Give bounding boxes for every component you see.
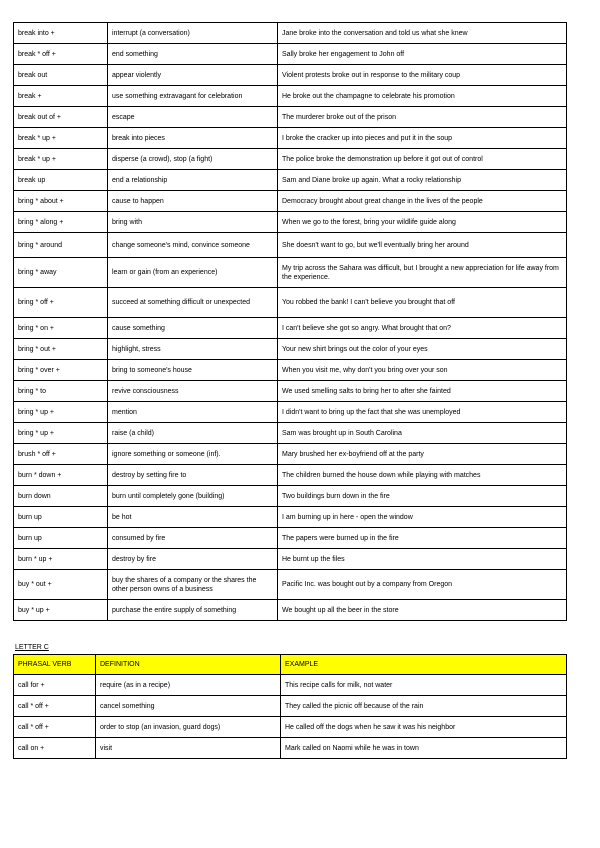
definition-cell: order to stop (an invasion, guard dogs) [96,717,281,738]
table-row [14,360,567,381]
definition-cell: buy the shares of a company or the shares the other person owns of a business [108,570,278,600]
phrasal-verb-cell: bring * about + [14,191,108,212]
table-row [14,288,567,318]
definition-cell: mention [108,402,278,423]
definition-cell: require (as in a recipe) [96,675,281,696]
example-cell: When we go to the forest, bring your wildlife guide along [278,212,567,233]
definition-cell: highlight, stress [108,339,278,360]
table-row [14,549,567,570]
definition-cell: appear violently [108,65,278,86]
example-cell: He broke out the champagne to celebrate his promotion [278,86,567,107]
table-row [14,318,567,339]
definition-cell: break into pieces [108,128,278,149]
example-cell: I broke the cracker up into pieces and put it in the soup [278,128,567,149]
table-row [14,212,567,233]
phrasal-verb-cell: burn * up + [14,549,108,570]
definition-cell: learn or gain (from an experience) [108,258,278,288]
definition-cell: bring with [108,212,278,233]
example-cell: I didn't want to bring up the fact that she was unemployed [278,402,567,423]
example-cell: The murderer broke out of the prison [278,107,567,128]
phrasal-verb-cell: bring * to [14,381,108,402]
definition-cell: purchase the entire supply of something [108,600,278,621]
phrasal-verb-cell: break out of + [14,107,108,128]
phrasal-verb-cell: burn down [14,486,108,507]
example-cell: Pacific Inc. was bought out by a company from Oregon [278,570,567,600]
header-phrasal-verb: PHRASAL VERB [14,655,96,675]
example-cell: Democracy brought about great change in the lives of the people [278,191,567,212]
example-cell: This recipe calls for milk, not water [281,675,567,696]
definition-cell: end a relationship [108,170,278,191]
definition-cell: destroy by fire [108,549,278,570]
phrasal-verb-cell: burn up [14,507,108,528]
definition-cell: be hot [108,507,278,528]
phrasal-verb-cell: bring * away [14,258,108,288]
phrasal-verb-cell: break up [14,170,108,191]
table-row [14,402,567,423]
example-cell: I can't believe she got so angry. What brought that on? [278,318,567,339]
definition-cell: cause something [108,318,278,339]
table-row [14,23,567,44]
section-title-letter-c: LETTER C [15,644,49,651]
example-cell: I am burning up in here - open the window [278,507,567,528]
table-row [14,486,567,507]
table-row [14,444,567,465]
phrasal-verb-cell: call * off + [14,717,96,738]
definition-cell: interrupt (a conversation) [108,23,278,44]
definition-cell: revive consciousness [108,381,278,402]
table-row [14,600,567,621]
example-cell: Jane broke into the conversation and told us what she knew [278,23,567,44]
table-row [14,528,567,549]
table-row [14,258,567,288]
example-cell: The police broke the demonstration up before it got out of control [278,149,567,170]
table-row [14,465,567,486]
table-row [14,128,567,149]
phrasal-verb-cell: bring * over + [14,360,108,381]
example-cell: Mark called on Naomi while he was in town [281,738,567,759]
definition-cell: escape [108,107,278,128]
phrasal-verb-cell: break + [14,86,108,107]
table-row [14,149,567,170]
example-cell: We used smelling salts to bring her to after she fainted [278,381,567,402]
example-cell: My trip across the Sahara was difficult, but I brought a new appreciation for life away from the experience. [278,258,567,288]
phrasal-verb-cell: bring * off + [14,288,108,318]
table-row [14,570,567,600]
phrasal-verb-cell: bring * out + [14,339,108,360]
definition-cell: ignore something or someone (inf). [108,444,278,465]
header-definition: DEFINITION [96,655,281,675]
example-cell: He called off the dogs when he saw it was his neighbor [281,717,567,738]
definition-cell: raise (a child) [108,423,278,444]
definition-cell: burn until completely gone (building) [108,486,278,507]
definition-cell: visit [96,738,281,759]
table-row [14,696,567,717]
phrasal-verb-cell: brush * off + [14,444,108,465]
phrasal-verbs-table-b [13,22,567,621]
example-cell: He burnt up the files [278,549,567,570]
phrasal-verbs-table-c [13,654,567,759]
table-row [14,191,567,212]
example-cell: They called the picnic off because of the rain [281,696,567,717]
example-cell: When you visit me, why don't you bring over your son [278,360,567,381]
phrasal-verb-cell: bring * around [14,233,108,258]
example-cell: Violent protests broke out in response to the military coup [278,65,567,86]
table-row [14,44,567,65]
phrasal-verb-cell: break * off + [14,44,108,65]
header-example: EXAMPLE [281,655,567,675]
definition-cell: end something [108,44,278,65]
phrasal-verb-cell: call * off + [14,696,96,717]
definition-cell: destroy by setting fire to [108,465,278,486]
phrasal-verb-cell: call for + [14,675,96,696]
definition-cell: cause to happen [108,191,278,212]
table-row [14,107,567,128]
table-row [14,717,567,738]
table-header-row [14,655,567,675]
example-cell: The papers were burned up in the fire [278,528,567,549]
phrasal-verb-cell: bring * on + [14,318,108,339]
definition-cell: succeed at something difficult or unexpected [108,288,278,318]
phrasal-verb-cell: bring * up + [14,402,108,423]
phrasal-verb-cell: call on + [14,738,96,759]
table-row [14,738,567,759]
example-cell: Two buildings burn down in the fire [278,486,567,507]
phrasal-verb-cell: break * up + [14,128,108,149]
example-cell: Mary brushed her ex-boyfriend off at the party [278,444,567,465]
phrasal-verb-cell: bring * up + [14,423,108,444]
phrasal-verb-cell: buy * up + [14,600,108,621]
phrasal-verb-cell: burn * down + [14,465,108,486]
phrasal-verb-cell: break * up + [14,149,108,170]
example-cell: Sam and Diane broke up again. What a rocky relationship [278,170,567,191]
phrasal-verb-cell: buy * out + [14,570,108,600]
table-row [14,339,567,360]
table-row [14,233,567,258]
example-cell: Sam was brought up in South Carolina [278,423,567,444]
example-cell: Sally broke her engagement to John off [278,44,567,65]
table-row [14,675,567,696]
phrasal-verb-cell: break out [14,65,108,86]
table-row [14,507,567,528]
definition-cell: cancel something [96,696,281,717]
phrasal-verb-cell: bring * along + [14,212,108,233]
example-cell: Your new shirt brings out the color of your eyes [278,339,567,360]
table-row [14,381,567,402]
phrasal-verb-cell: break into + [14,23,108,44]
definition-cell: change someone's mind, convince someone [108,233,278,258]
definition-cell: disperse (a crowd), stop (a fight) [108,149,278,170]
table-row [14,170,567,191]
example-cell: The children burned the house down while playing with matches [278,465,567,486]
example-cell: We bought up all the beer in the store [278,600,567,621]
table-row [14,65,567,86]
example-cell: You robbed the bank! I can't believe you brought that off [278,288,567,318]
definition-cell: bring to someone's house [108,360,278,381]
table-row [14,86,567,107]
phrasal-verb-cell: burn up [14,528,108,549]
definition-cell: consumed by fire [108,528,278,549]
example-cell: She doesn't want to go, but we'll eventually bring her around [278,233,567,258]
definition-cell: use something extravagant for celebration [108,86,278,107]
table-row [14,423,567,444]
